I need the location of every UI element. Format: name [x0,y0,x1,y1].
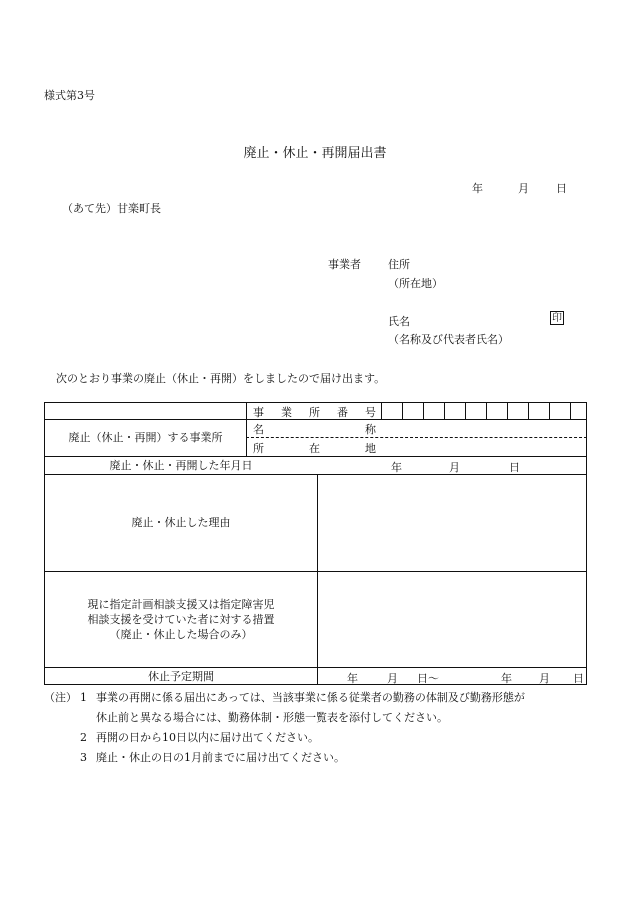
seal-mark: 印 [552,313,562,324]
note-number: 3 [80,751,87,764]
document-title: 廃止・休止・再開届出書 [243,146,387,161]
addressee: （あて先）甘楽町長 [62,202,161,215]
date-day-label: 日 [556,182,567,195]
office-location-label-2: 在 [309,442,320,455]
date-year-label: 年 [472,182,483,195]
address-sublabel: （所在地） [388,277,443,290]
table-date-day: 日 [509,461,520,474]
measures-label-line-1: 現に指定計画相談支援又は指定障害児 [87,597,275,611]
office-number-label-5: 号 [365,406,376,419]
period-to-year: 年 [501,672,512,685]
note-text: 事業の再開に係る届出にあっては、当該事業に係る従業者の勤務の体制及び勤務形態が [96,691,525,704]
office-location-label-3: 地 [365,442,376,455]
notes-mark: （注） [44,691,77,704]
note-number: 1 [80,691,87,704]
measures-input[interactable] [318,572,586,667]
office-name-label-1: 名 [253,423,264,436]
office-number-label-4: 番 [337,406,348,419]
period-to-day: 日 [573,672,584,685]
period-from-day: 日〜 [417,672,439,685]
measures-label [45,571,317,667]
office-number-label-2: 業 [281,406,292,419]
table-date-year: 年 [391,461,402,474]
period-from-year: 年 [347,672,358,685]
name-label: 氏名 [388,315,410,328]
measures-label-line-3: （廃止・休止した場合のみ） [109,627,253,641]
date-month-label: 月 [518,182,529,195]
reason-input[interactable] [318,475,586,571]
period-label: 休止予定期間 [148,670,214,683]
note-text: 休止前と異なる場合には、勤務体制・形態一覧表を添付してください。 [96,711,448,724]
form-number: 様式第3号 [44,89,95,102]
application-table [44,402,587,685]
address-label: 住所 [388,258,410,271]
reason-label: 廃止・休止した理由 [131,516,231,529]
period-to-month: 月 [539,672,550,685]
applicant-label: 事業者 [328,258,361,271]
period-from-month: 月 [387,672,398,685]
note-text: 廃止・休止の日の1月前までに届け出てください。 [96,751,345,764]
office-location-label-1: 所 [253,442,264,455]
date-label: 廃止・休止・再開した年月日 [109,458,253,472]
office-number-label-3: 所 [309,406,320,419]
office-name-label-2: 称 [365,423,376,436]
measures-label-line-2: 相談支援を受けていた者に対する措置 [87,612,275,626]
lead-text: 次のとおり事業の廃止（休止・再開）をしましたので届け出ます。 [56,372,386,385]
table-date-month: 月 [449,461,460,474]
name-sublabel: （名称及び代表者氏名） [388,333,509,346]
office-header: 廃止（休止・再開）する事業所 [68,431,223,444]
note-text: 再開の日から10日以内に届け出てください。 [96,731,319,744]
office-number-label-1: 事 [253,406,264,419]
note-number: 2 [80,731,87,744]
